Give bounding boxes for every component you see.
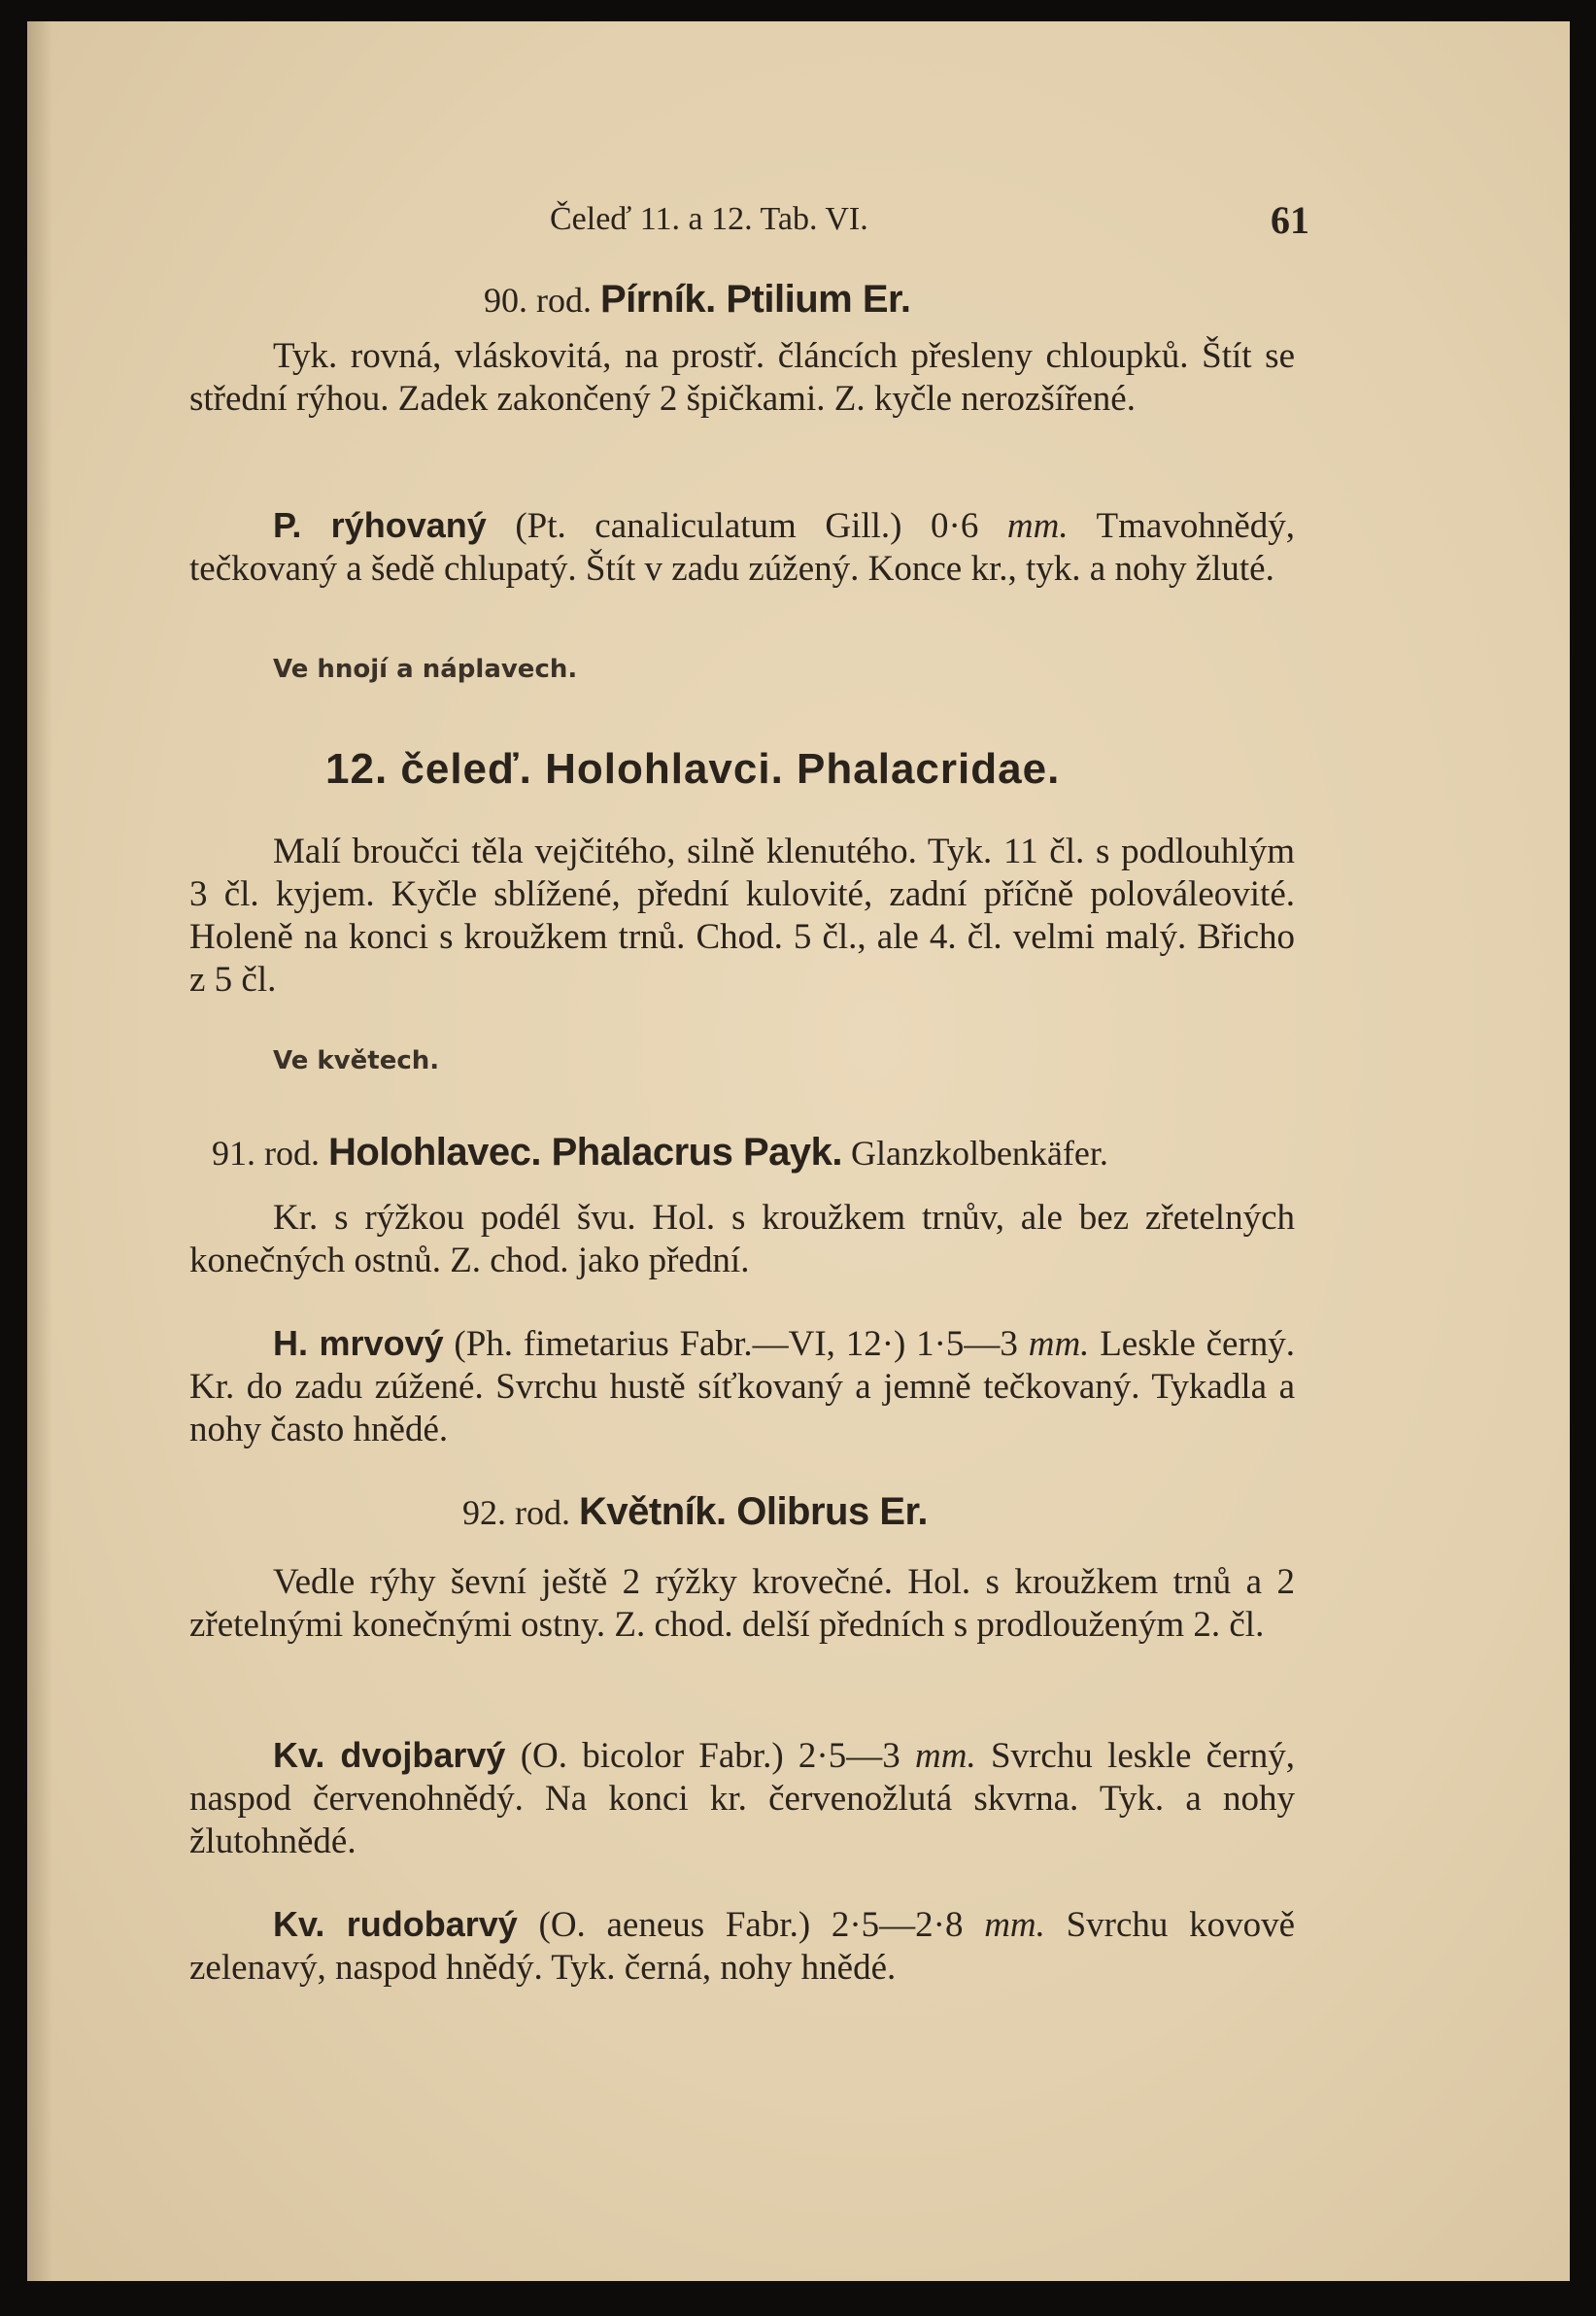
header-title: Čeleď 11. a 12. Tab. VI. bbox=[550, 201, 868, 237]
genus-92-heading bbox=[462, 1488, 928, 1536]
species-aeneus-name: Kv. rudobarvý bbox=[273, 1904, 518, 1944]
genus-90-number: 90. rod. bbox=[484, 281, 592, 320]
page-gutter-shadow bbox=[27, 21, 52, 2281]
genus-92-name: Květník. Olibrus Er. bbox=[579, 1490, 929, 1533]
species-phalacrus-name: H. mrvový bbox=[273, 1323, 444, 1363]
genus-91-heading bbox=[212, 1129, 1108, 1176]
species-bicolor: Kv. dvojbarvý (O. bicolor Fabr.) 2·5—3 mm. Svrchu leskle černý, naspod červenohnědý. Na konci kr. červenožlutá skvrna. Tyk. a nohy žlutohnědé. bbox=[189, 1735, 1296, 1861]
family-12-description: Malí broučci těla vejčitého, silně klenutého. Tyk. 11 čl. s podlouhlým 3 čl. kyjem. Kyčle sblížené, přední kulovité, zadní příčně polováleovité. Holeně na konci s kroužkem trnů. Chod. 5 čl., ale 4. čl. velmi malý. Břicho z 5 čl. bbox=[189, 832, 1295, 1000]
running-header bbox=[550, 198, 1309, 248]
page-number: 61 bbox=[1271, 198, 1309, 242]
genus-90-heading bbox=[484, 276, 910, 324]
genus-91-name: Holohlavec. Phalacrus Payk. bbox=[328, 1131, 842, 1174]
book-page bbox=[27, 21, 1570, 2281]
species-aeneus: Kv. rudobarvý (O. aeneus Fabr.) 2·5—2·8 mm. Svrchu kovově zelenavý, naspod hnědý. Tyk. černá, nohy hnědé. bbox=[189, 1904, 1296, 1988]
genus-91-number: 91. rod. bbox=[212, 1134, 320, 1173]
genus-90-description: Tyk. rovná, vláskovitá, na prostř. článcích přesleny chloupků. Štít se střední rýhou. Zadek zakončený 2 špičkami. Z. kyčle nerozšířené. bbox=[189, 336, 1295, 419]
genus-90-name: Pírník. Ptilium Er. bbox=[600, 278, 911, 321]
species-ptilium-name: P. rýhovaný bbox=[273, 505, 487, 545]
habitat-ptilium: Ve hnojí a náplavech. bbox=[273, 655, 578, 684]
species-ptilium: P. rýhovaný (Pt. canaliculatum Gill.) 0·6 mm. Tmavohnědý, tečkovaný a šedě chlupatý. Štít v zadu zúžený. Konce kr., tyk. a nohy žluté. bbox=[189, 505, 1295, 589]
genus-91-description: Kr. s rýžkou podél švu. Hol. s kroužkem trnův, ale bez zřetelných konečných ostnů. Z. chod. jako přední. bbox=[189, 1198, 1295, 1280]
species-phalacrus: H. mrvový (Ph. fimetarius Fabr.—VI, 12·) 1·5—3 mm. Leskle černý. Kr. do zadu zúžené. Svrchu hustě síťkovaný a jemně tečkovaný. Tykadla a nohy často hnědé. bbox=[189, 1323, 1296, 1449]
genus-91-german: Glanzkolbenkäfer. bbox=[850, 1134, 1108, 1173]
habitat-family-12: Ve květech. bbox=[273, 1046, 440, 1075]
species-bicolor-name: Kv. dvojbarvý bbox=[273, 1735, 506, 1775]
genus-92-description: Vedle rýhy ševní ještě 2 rýžky krovečné. Hol. s kroužkem trnů a 2 zřetelnými konečnými ostny. Z. chod. delší předních s prodlouženým 2. čl. bbox=[189, 1562, 1295, 1645]
genus-92-number: 92. rod. bbox=[462, 1493, 570, 1532]
family-12-heading: 12. čeleď. Holohlavci. Phalacridae. bbox=[325, 745, 1061, 793]
